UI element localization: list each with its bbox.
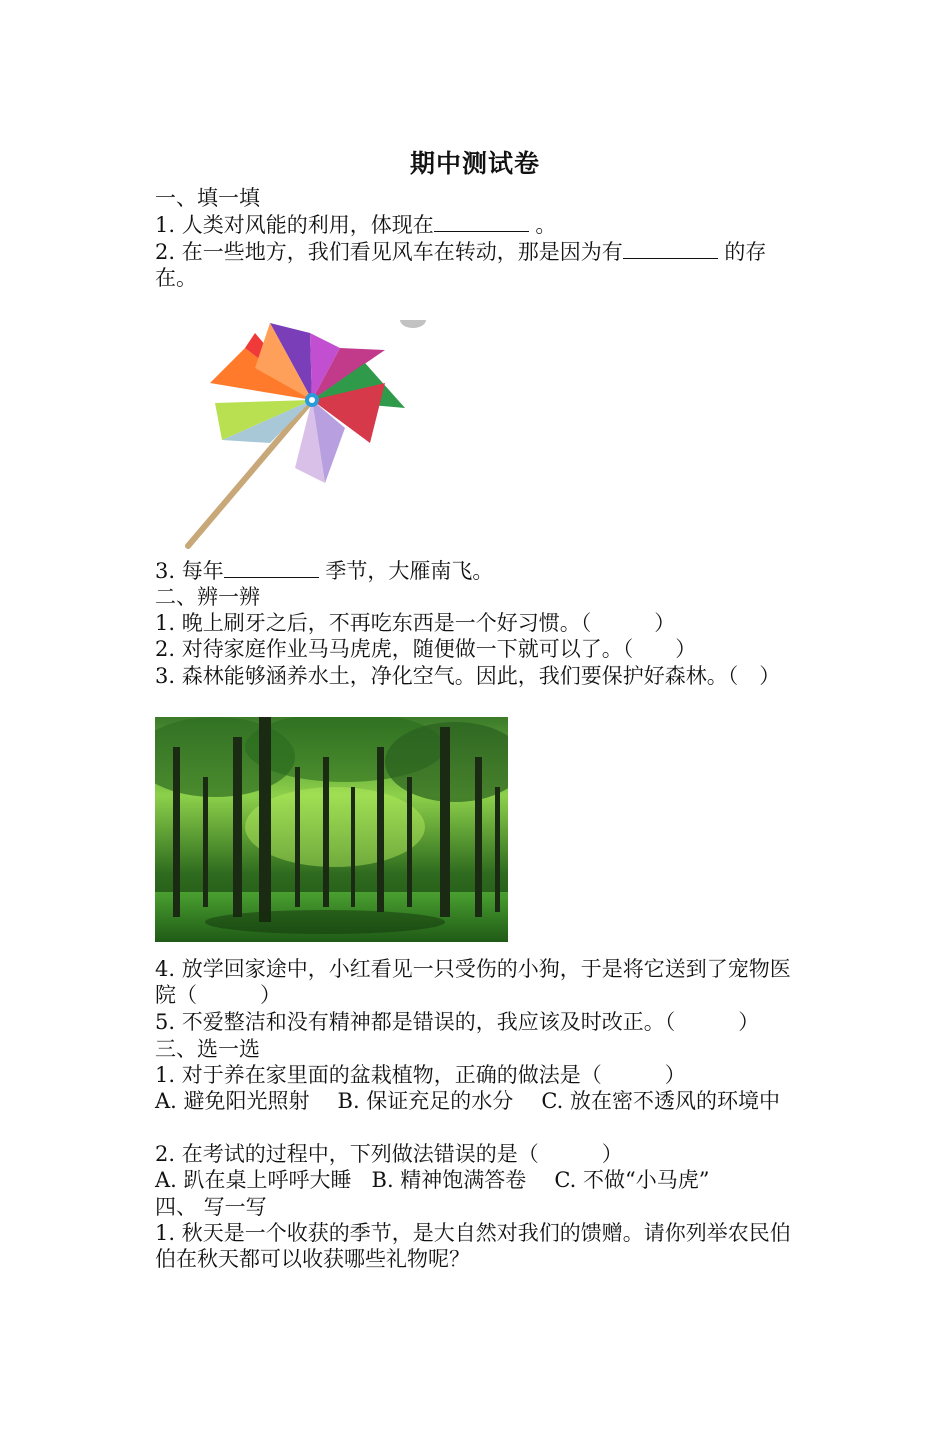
section-3-heading: 三、选一选 <box>155 1037 260 1061</box>
fill-question-2-prefix: 2. 在一些地方，我们看见风车在转动，那是因为有 <box>155 240 623 264</box>
forest-image <box>155 717 508 942</box>
fill-question-3 <box>155 558 805 584</box>
section-1-heading: 一、填一填 <box>155 186 260 210</box>
judge-question-1: 1. 晚上刷牙之后，不再吃东西是一个好习惯。（ ） <box>155 611 676 635</box>
choice-question-2-options <box>155 1167 805 1193</box>
fill-question-2 <box>155 239 805 291</box>
judge-question-3: 3. 森林能够涵养水土，净化空气。因此，我们要保护好森林。（ ） <box>155 664 781 688</box>
choice-question-1: 1. 对于养在家里面的盆栽植物，正确的做法是（ ） <box>155 1063 686 1087</box>
answer-blank[interactable] <box>224 559 319 578</box>
pinwheel-image <box>160 308 440 553</box>
fill-question-1-suffix: 。 <box>528 213 557 237</box>
section-4-heading: 四、 写一写 <box>155 1195 267 1219</box>
option-c[interactable]: C. 放在密不透风的环境中 <box>541 1089 780 1113</box>
option-b[interactable]: B. 保证充足的水分 <box>337 1089 514 1113</box>
write-question-1: 1. 秋天是一个收获的季节，是大自然对我们的馈赠。请你列举农民伯伯在秋天都可以收获哪些礼物呢？ <box>155 1221 791 1271</box>
fill-question-2-suffix: 的存在。 <box>155 240 767 290</box>
option-a[interactable]: A. 趴在桌上呼呼大睡 <box>155 1168 352 1192</box>
fill-question-3-prefix: 3. 每年 <box>155 559 224 583</box>
fill-question-3-suffix: 季节，大雁南飞。 <box>318 559 494 583</box>
fill-question-1-prefix: 1. 人类对风能的利用，体现在 <box>155 213 434 237</box>
choice-question-1-options <box>155 1088 803 1114</box>
judge-question-5: 5. 不爱整洁和没有精神都是错误的，我应该及时改正。（ ） <box>155 1010 760 1034</box>
judge-question-4: 4. 放学回家途中，小红看见一只受伤的小狗，于是将它送到了宠物医院（ ） <box>155 957 791 1007</box>
option-a[interactable]: A. 避免阳光照射 <box>155 1089 310 1113</box>
section-2-heading: 二、辨一辨 <box>155 585 260 609</box>
choice-question-2: 2. 在考试的过程中，下列做法错误的是（ ） <box>155 1142 623 1166</box>
option-c[interactable]: C. 不做“小马虎” <box>554 1168 710 1192</box>
page-title: 期中测试卷 <box>409 149 540 178</box>
option-b[interactable]: B. 精神饱满答卷 <box>371 1168 527 1192</box>
judge-question-2: 2. 对待家庭作业马马虎虎，随便做一下就可以了。（ ） <box>155 637 697 661</box>
answer-blank[interactable] <box>623 240 718 259</box>
answer-blank[interactable] <box>434 213 529 232</box>
fill-question-1 <box>155 212 805 238</box>
